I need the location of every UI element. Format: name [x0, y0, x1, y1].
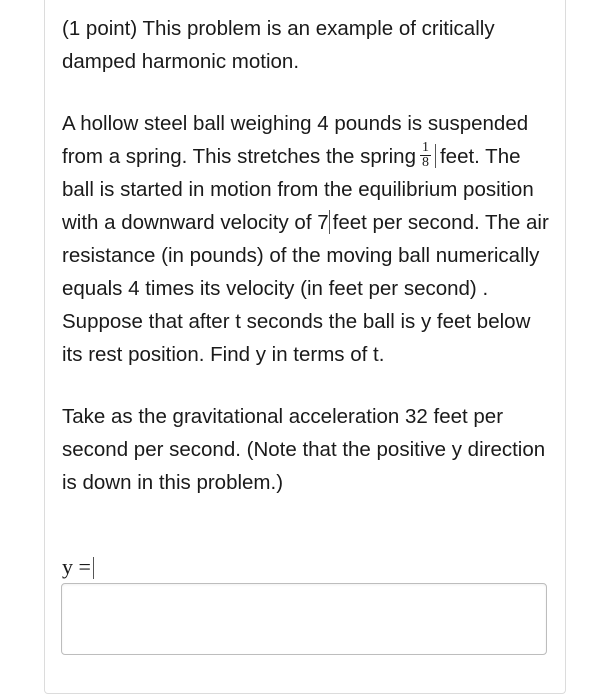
answer-cursor-bar: [93, 557, 94, 579]
problem-body-part1: A hollow steel ball weighing 4 pounds is suspended from a spring. This stretches the spring: [62, 112, 529, 168]
answer-input[interactable]: [61, 583, 547, 655]
fraction-denominator: 8: [421, 155, 429, 171]
problem-body-part2: feet. The ball is started in motion from the equilibrium position with a downward velocity of: [62, 145, 534, 234]
problem-intro: (1 point) This problem is an example of critically damped harmonic motion.: [62, 17, 495, 73]
problem-text: [62, 12, 552, 499]
velocity-cursor-bar: [329, 210, 330, 234]
problem-card: [44, 0, 566, 694]
problem-body-part3: feet per second. The air resistance (in pounds) of the moving ball numerically equals 4 times its velocity (in feet per second) . Suppose that after t seconds the ball is y feet below its rest position. Find y in terms of t.: [62, 211, 549, 366]
problem-body: [62, 107, 552, 371]
gravity-note: Take as the gravitational acceleration 32 feet per second per second. (Note that the positive y direction is down in this problem.): [62, 405, 546, 494]
answer-label: y =: [62, 554, 91, 579]
fraction-numerator: 1: [421, 140, 429, 156]
velocity-value: 7: [317, 211, 329, 234]
fraction-cursor-bar: [435, 144, 436, 168]
answer-label-row: [62, 553, 98, 581]
spring-stretch-fraction: [420, 141, 431, 170]
